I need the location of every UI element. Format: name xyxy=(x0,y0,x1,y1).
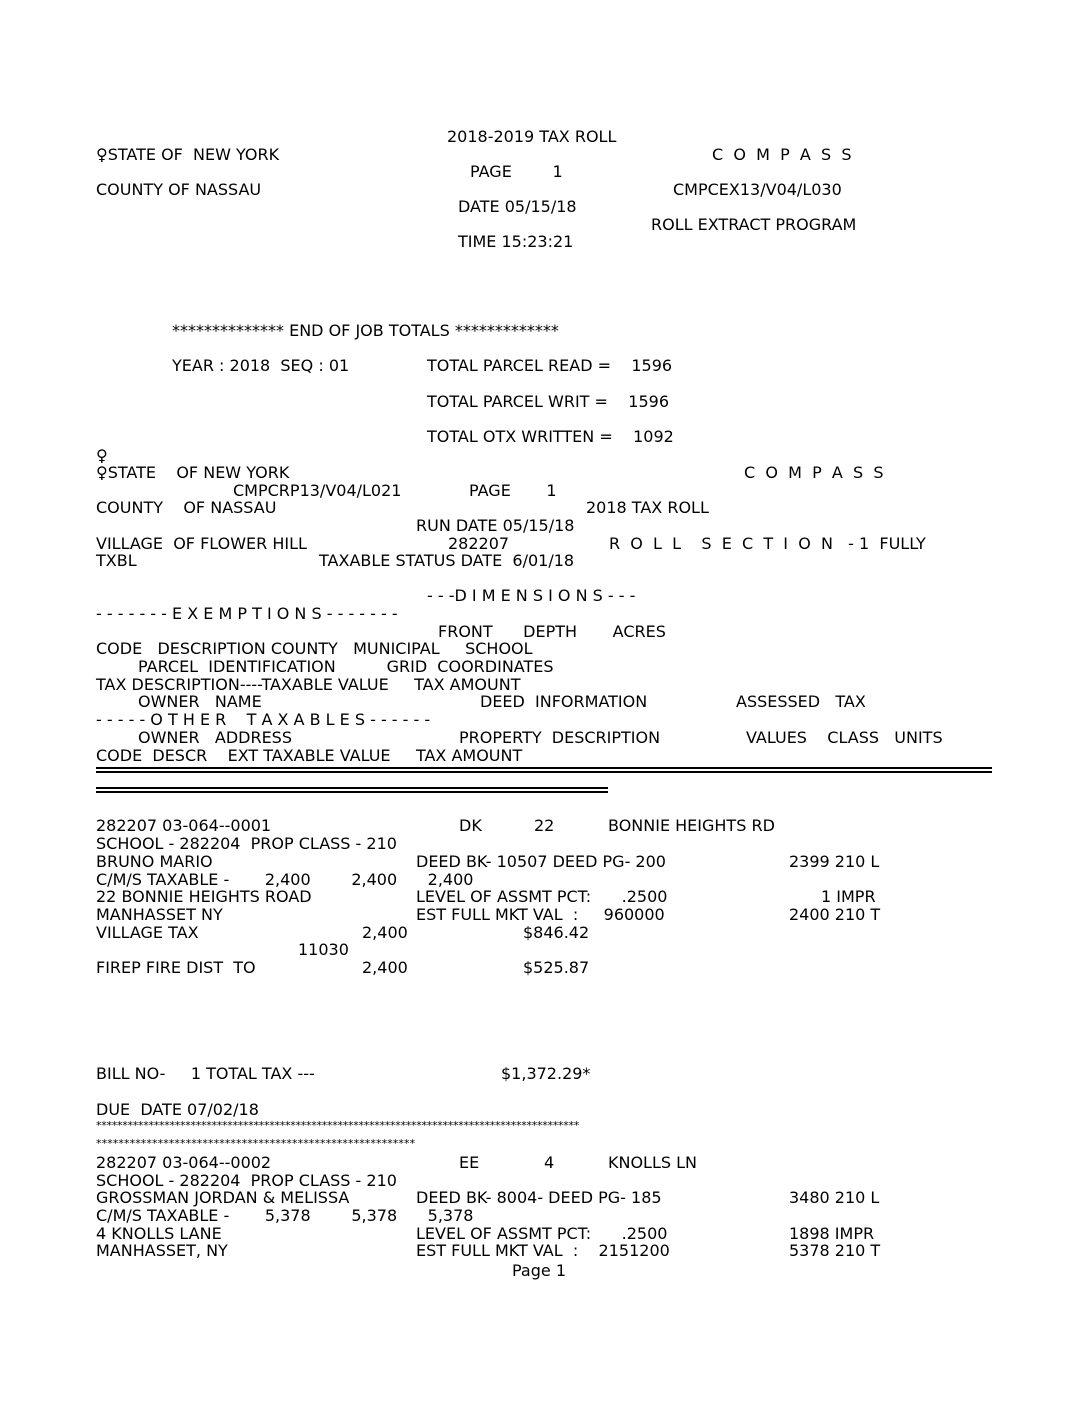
parcel-1-village-tax-label: VILLAGE TAX xyxy=(96,923,199,942)
page-label: PAGE 1 xyxy=(470,162,563,181)
roll-extract-label: ROLL EXTRACT PROGRAM xyxy=(651,215,857,234)
page-label-2: PAGE 1 xyxy=(469,481,557,500)
compass-label: C O M P A S S xyxy=(712,145,852,164)
compass-label-2: C O M P A S S xyxy=(744,463,884,482)
owner-address-header: OWNER ADDRESS xyxy=(138,728,292,747)
time-label: TIME 15:23:21 xyxy=(458,232,574,251)
txbl-label: TXBL xyxy=(96,551,137,570)
parcel-1-id: 282207 03-064--0001 xyxy=(96,816,272,835)
parcel-1-address-line-1: 22 BONNIE HEIGHTS ROAD xyxy=(96,887,312,906)
values-class-units-header: VALUES CLASS UNITS xyxy=(746,728,943,747)
program-id-2: CMPCRP13/V04/L021 xyxy=(233,481,402,500)
parcel-1-zip: 11030 xyxy=(298,940,349,959)
parcel-1-level-of-assmt: LEVEL OF ASSMT PCT: .2500 xyxy=(416,887,668,906)
exemptions-header: - - - - - - - E X E M P T I O N S - - - - - - - xyxy=(96,604,398,623)
parcel-1-number: 22 xyxy=(534,816,555,835)
parcel-1-fire-value: 2,400 xyxy=(362,958,408,977)
village-label: VILLAGE OF FLOWER HILL xyxy=(96,534,307,553)
parcel-2-cms-taxable: C/M/S TAXABLE - 5,378 5,378 5,378 xyxy=(96,1206,474,1225)
parcel-2-street: KNOLLS LN xyxy=(608,1153,698,1172)
double-rule-short xyxy=(96,787,608,793)
double-rule-long xyxy=(96,767,992,773)
parcel-1-village-tax-value: 2,400 xyxy=(362,923,408,942)
total-parcel-read: TOTAL PARCEL READ = 1596 xyxy=(427,356,673,375)
page-marker: ♀ xyxy=(96,446,108,465)
parcel-1-street: BONNIE HEIGHTS RD xyxy=(608,816,775,835)
taxable-status-date: TAXABLE STATUS DATE 6/01/18 xyxy=(319,551,575,570)
deed-information-header: DEED INFORMATION xyxy=(480,692,648,711)
run-date: RUN DATE 05/15/18 xyxy=(416,516,575,535)
dimensions-header: - - -D I M E N S I O N S - - - xyxy=(427,586,636,605)
page-footer: Page 1 xyxy=(512,1261,566,1280)
bill-number: BILL NO- 1 TOTAL TAX --- xyxy=(96,1064,315,1083)
parcel-1-assessed-land: 2399 210 L xyxy=(789,852,880,871)
tax-description-row: TAX DESCRIPTION----TAXABLE VALUE TAX AMOUNT xyxy=(96,675,521,694)
parcel-1-full-mkt-val: EST FULL MKT VAL : 960000 xyxy=(416,905,665,924)
due-date: DUE DATE 07/02/18 xyxy=(96,1100,259,1119)
parcel-1-grid: DK xyxy=(459,816,482,835)
total-parcel-writ: TOTAL PARCEL WRIT = 1596 xyxy=(427,392,669,411)
parcel-2-address-line-2: MANHASSET, NY xyxy=(96,1241,228,1260)
parcel-2-owner: GROSSMAN JORDAN & MELISSA xyxy=(96,1188,350,1207)
parcel-2-full-mkt-val: EST FULL MKT VAL : 2151200 xyxy=(416,1241,670,1260)
code-description-row: CODE DESCRIPTION COUNTY MUNICIPAL SCHOOL xyxy=(96,639,533,658)
county-label-2: COUNTY OF NASSAU xyxy=(96,498,277,517)
total-tax: $1,372.29* xyxy=(501,1064,591,1083)
tax-roll-label: 2018 TAX ROLL xyxy=(586,498,709,517)
stars-long: ******************************************************************************************** xyxy=(96,1119,579,1132)
parcel-2-id: 282207 03-064--0002 xyxy=(96,1153,272,1172)
state-label-2: ♀STATE OF NEW YORK xyxy=(96,463,290,482)
roll-section: R O L L S E C T I O N - 1 FULLY xyxy=(609,534,926,553)
parcel-2-assessed-total: 5378 210 T xyxy=(789,1241,881,1260)
parcel-1-cms-taxable: C/M/S TAXABLE - 2,400 2,400 2,400 xyxy=(96,870,474,889)
parcel-1-fire-amount: $525.87 xyxy=(523,958,590,977)
year-seq: YEAR : 2018 SEQ : 01 xyxy=(172,356,350,375)
parcel-1-fire-label: FIREP FIRE DIST TO xyxy=(96,958,256,977)
assessed-tax-header: ASSESSED TAX xyxy=(736,692,866,711)
village-code: 282207 xyxy=(448,534,510,553)
front-depth-acres: FRONT DEPTH ACRES xyxy=(438,622,666,641)
program-id: CMPCEX13/V04/L030 xyxy=(673,180,842,199)
parcel-2-level-of-assmt: LEVEL OF ASSMT PCT: .2500 xyxy=(416,1224,668,1243)
code-descr-row: CODE DESCR EXT TAXABLE VALUE TAX AMOUNT xyxy=(96,746,523,765)
stars-short: ********************************************************* xyxy=(96,1137,416,1150)
property-description-header: PROPERTY DESCRIPTION xyxy=(459,728,661,747)
parcel-identification-row: PARCEL IDENTIFICATION GRID COORDINATES xyxy=(138,657,554,676)
parcel-1-address-line-2: MANHASSET NY xyxy=(96,905,223,924)
parcel-1-school: SCHOOL - 282204 PROP CLASS - 210 xyxy=(96,834,397,853)
parcel-1-village-tax-amount: $846.42 xyxy=(523,923,590,942)
tax-roll-title: 2018-2019 TAX ROLL xyxy=(447,127,617,146)
parcel-2-address-line-1: 4 KNOLLS LANE xyxy=(96,1224,222,1243)
parcel-2-assessed-impr: 1898 IMPR xyxy=(789,1224,875,1243)
county-label: COUNTY OF NASSAU xyxy=(96,180,262,199)
owner-name-row: OWNER NAME xyxy=(138,692,262,711)
parcel-1-owner: BRUNO MARIO xyxy=(96,852,213,871)
other-taxables-header: - - - - - O T H E R T A X A B L E S - - - - - - xyxy=(96,710,431,729)
parcel-2-grid: EE xyxy=(459,1153,480,1172)
parcel-1-assessed-impr: 1 IMPR xyxy=(821,887,876,906)
parcel-2-assessed-land: 3480 210 L xyxy=(789,1188,880,1207)
total-otx-written: TOTAL OTX WRITTEN = 1092 xyxy=(427,427,674,446)
parcel-1-assessed-total: 2400 210 T xyxy=(789,905,881,924)
date-label: DATE 05/15/18 xyxy=(458,197,577,216)
parcel-2-deed: DEED BK- 8004- DEED PG- 185 xyxy=(416,1188,662,1207)
state-label: ♀STATE OF NEW YORK xyxy=(96,145,280,164)
parcel-2-school: SCHOOL - 282204 PROP CLASS - 210 xyxy=(96,1171,397,1190)
parcel-1-deed: DEED BK- 10507 DEED PG- 200 xyxy=(416,852,666,871)
parcel-2-number: 4 xyxy=(544,1153,555,1172)
end-of-job-heading: ************** END OF JOB TOTALS ************* xyxy=(172,321,559,340)
